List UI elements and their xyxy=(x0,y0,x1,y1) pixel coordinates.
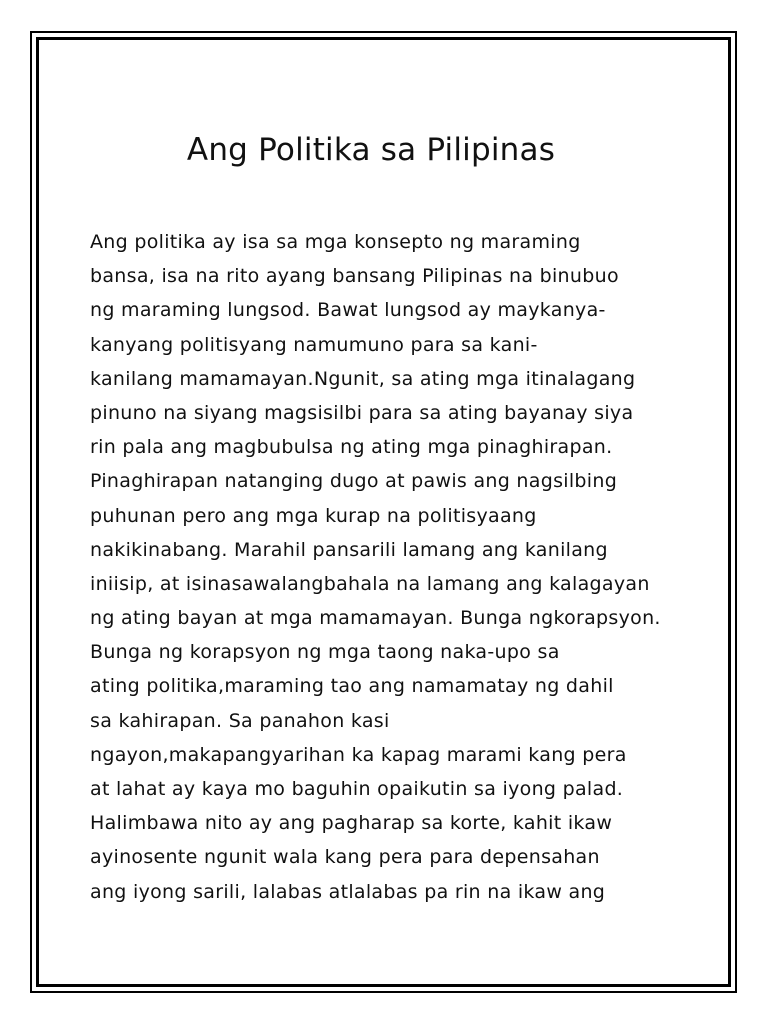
body-line: ng maraming lungsod. Bawat lungsod ay maykanya- xyxy=(90,299,606,322)
body-line: ayinosente ngunit wala kang pera para depensahan xyxy=(90,846,600,869)
body-line: pinuno na siyang magsisilbi para sa ating bayanay siya xyxy=(90,401,634,424)
body-line: Ang politika ay isa sa mga konsepto ng maraming xyxy=(90,231,581,253)
body-line: at lahat ay kaya mo baguhin opaikutin sa iyong palad. xyxy=(90,778,624,800)
body-line: kanilang mamamayan.Ngunit, sa ating mga itinalagang xyxy=(90,367,636,390)
body-line: ng ating bayan at mga mamamayan. Bunga ngkorapsyon. xyxy=(90,607,661,630)
body-line: ngayon,makapangyarihan ka kapag marami kang pera xyxy=(90,743,627,766)
document-body xyxy=(90,225,690,909)
body-line: bansa, isa na rito ayang bansang Pilipinas na binubuo xyxy=(90,265,619,288)
body-line: ating politika,maraming tao ang namamatay ng dahil xyxy=(90,675,614,698)
body-line: Bunga ng korapsyon ng mga taong naka-upo sa xyxy=(90,641,560,664)
body-line: Pinaghirapan natanging dugo at pawis ang nagsilbing xyxy=(90,470,618,493)
body-line: Halimbawa nito ay ang pagharap sa korte, kahit ikaw xyxy=(90,812,613,835)
body-line: kanyang politisyang namumuno para sa kani- xyxy=(90,333,538,356)
body-line: rin pala ang magbubulsa ng ating mga pinaghirapan. xyxy=(90,436,613,459)
body-line: ang iyong sarili, lalabas atlalabas pa rin na ikaw ang xyxy=(90,880,606,903)
body-line: iniisip, at isinasawalangbahala na lamang ang kalagayan xyxy=(90,572,650,595)
body-line: sa kahirapan. Sa panahon kasi xyxy=(90,709,390,732)
body-line: puhunan pero ang mga kurap na politisyaang xyxy=(90,504,537,527)
document-title: Ang Politika sa Pilipinas xyxy=(186,132,556,168)
body-line: nakikinabang. Marahil pansarili lamang ang kanilang xyxy=(90,538,608,561)
